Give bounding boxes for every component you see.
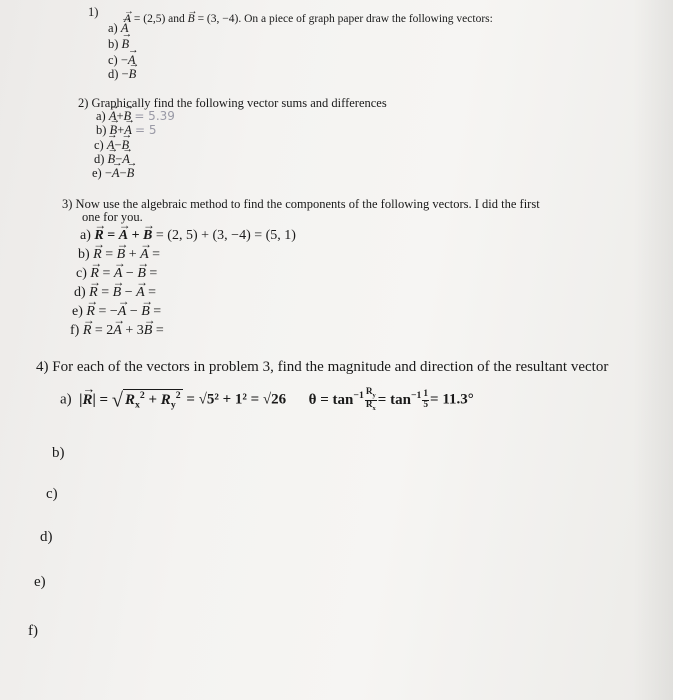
problem-4-item-d: d) (40, 529, 53, 545)
problem-2-item-b: b) → B+→ A = 5 (96, 124, 157, 137)
problem-1-statement: → A = (2,5) and → B = (3, −4). On a piece of graph paper draw the following vectors: (124, 14, 493, 26)
problem-2-heading: 2) Graphically find the following vector sums and differences (78, 96, 387, 110)
problem-2-item-c: c) → A−→ B (94, 139, 129, 152)
problem-3-item-a: a) → R = → A + → B = (2, 5) + (3, −4) = (5, 1) (80, 229, 296, 243)
page-edge-shadow (633, 0, 673, 700)
problem-3-item-b: b) → R = → B + → A = (78, 248, 160, 262)
problem-4-item-c: c) (46, 486, 58, 502)
problem-3-heading-cont: one for you. (82, 210, 143, 224)
problem-3-item-c: c) → R = → A − → B = (76, 267, 157, 281)
problem-4-item-e: e) (34, 574, 46, 590)
problem-3-heading: 3) Now use the algebraic method to find the components of the following vectors. I did the first (62, 197, 540, 211)
problem-3-item-e: e) → R = −→ A − → B = (72, 305, 161, 319)
problem-4-item-b: b) (52, 445, 65, 461)
problem-1-item-b: b) → B (108, 38, 129, 51)
problem-2-item-d: d) → B−→ A (94, 153, 130, 166)
problem-4-heading: 4) For each of the vectors in problem 3, find the magnitude and direction of the resultant vector (36, 359, 609, 375)
problem-1-item-a: a) → A (108, 22, 128, 35)
problem-1-item-d: d) −→ B (108, 68, 136, 81)
problem-3-item-d: d) → R = → B − → A = (74, 286, 156, 300)
problem-2-item-e: e) −→ A−→ B (92, 167, 134, 180)
problem-2-item-a: a) → A+→ B = 5.39 (96, 110, 175, 123)
handwritten-answer-b: = 5 (135, 123, 157, 137)
handwritten-answer-a: = 5.39 (134, 109, 175, 123)
problem-4-item-f: f) (28, 623, 38, 639)
problem-3-item-f: f) → R = 2→ A + 3→ B = (70, 324, 164, 338)
problem-1-item-c: c) −→ A (108, 54, 136, 67)
problem-1-number: 1) (88, 5, 99, 19)
problem-4-item-a: a) |→ R| = √ $R_x^2 + R_y^2 = √5^2 + 1^2 = √26$ $\theta = \tan^{-1}$ $\frac{R_y}{R_x}$ = $\tan^{-1}$ $\frac{1}{5}$ = 11.3° (60, 388, 474, 412)
